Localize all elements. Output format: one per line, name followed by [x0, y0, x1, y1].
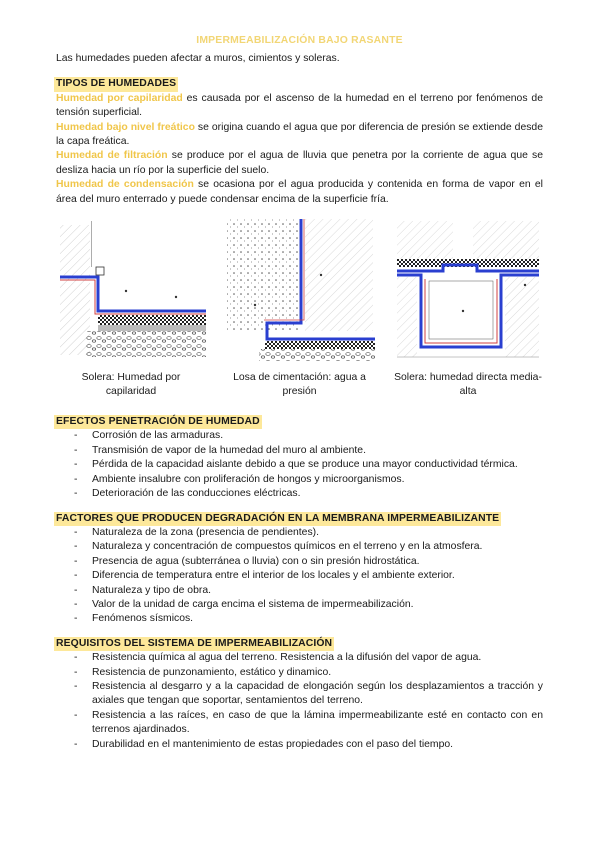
section-tipos — [56, 77, 543, 207]
figure-solera-directa — [393, 215, 543, 405]
dash-bullet: - — [74, 555, 78, 567]
list-item — [56, 738, 543, 752]
dash-bullet: - — [74, 459, 78, 471]
list-item-text: Durabilidad en el mantenimiento de estas propiedades con el paso del tiempo. — [92, 738, 454, 750]
list-item — [56, 709, 543, 738]
section-heading-requisitos: REQUISITOS DEL SISTEMA DE IMPERMEABILIZACIÓN — [54, 637, 334, 651]
solera-directa-diagram — [393, 215, 543, 363]
list-item — [56, 666, 543, 680]
dash-bullet: - — [74, 666, 78, 678]
section-heading-factores: FACTORES QUE PRODUCEN DEGRADACIÓN EN LA MEMBRANA IMPERMEABILIZANTE — [54, 512, 501, 526]
factores-list — [56, 526, 543, 627]
section-heading-tipos: TIPOS DE HUMEDADES — [54, 77, 178, 91]
list-item — [56, 612, 543, 626]
requisitos-list — [56, 651, 543, 752]
list-item-text: Corrosión de las armaduras. — [92, 430, 224, 442]
list-item-text: Presencia de agua (subterránea o lluvia) con o sin presión hidrostática. — [92, 555, 420, 567]
list-item-text: Fenómenos sísmicos. — [92, 613, 194, 625]
list-item-text: Deterioración de las conducciones eléctricas. — [92, 488, 301, 500]
figure-caption: Solera: humedad directa media-alta — [394, 372, 542, 397]
list-item — [56, 584, 543, 598]
tipo-item — [56, 178, 543, 207]
list-item — [56, 458, 543, 472]
list-item-text: Naturaleza de la zona (presencia de pendientes). — [92, 526, 320, 538]
section-heading-efectos: EFECTOS PENETRACIÓN DE HUMEDAD — [54, 415, 262, 429]
list-item-text: Naturaleza y tipo de obra. — [92, 584, 211, 596]
list-item-text: Resistencia de punzonamiento, estático y dinamico. — [92, 666, 332, 678]
list-item-text: Resistencia a las raíces, en caso de que la lámina impermeabilizante esté en contacto con en terrenos ajardinados. — [92, 709, 543, 736]
list-item-text: Ambiente insalubre con proliferación de hongos y microorganismos. — [92, 473, 405, 485]
efectos-list — [56, 429, 543, 501]
tipo-text: se produce por el agua de lluvia que penetra por la corriente de agua que se desliza hacia un río por la superficie del suelo. — [56, 150, 543, 176]
dash-bullet: - — [74, 541, 78, 553]
list-item-text: Pérdida de la capacidad aislante debido a que se produce una mayor conductividad térmica. — [92, 459, 518, 471]
list-item-text: Resistencia química al agua del terreno. Resistencia a la difusión del vapor de agua. — [92, 652, 482, 664]
list-item — [56, 651, 543, 665]
dash-bullet: - — [74, 473, 78, 485]
document-title: IMPERMEABILIZACIÓN BAJO RASANTE — [196, 35, 403, 46]
figure-caption: Losa de cimentación: agua a presión — [233, 372, 366, 397]
dash-bullet: - — [74, 488, 78, 500]
dash-bullet: - — [74, 430, 78, 442]
dash-bullet: - — [74, 584, 78, 596]
dash-bullet: - — [74, 709, 78, 721]
dash-bullet: - — [74, 613, 78, 625]
figure-losa-cimentacion — [225, 215, 375, 405]
losa-cimentacion-diagram — [225, 215, 375, 363]
dash-bullet: - — [74, 570, 78, 582]
figure-solera-capilaridad — [56, 215, 206, 405]
tipo-term: Humedad de condensación — [56, 179, 194, 191]
dash-bullet: - — [74, 444, 78, 456]
figure-caption: Solera: Humedad por capilaridad — [81, 372, 181, 397]
tipo-term: Humedad bajo nivel freático — [56, 121, 195, 133]
section-factores — [56, 512, 543, 627]
dash-bullet: - — [74, 526, 78, 538]
tipo-term: Humedad por capilaridad — [56, 92, 183, 104]
tipo-text: se ocasiona por el agua producida y contenida en forma de vapor en el área del muro enterrado y puede condensar encima de la superficie fría. — [56, 179, 543, 205]
list-item-text: Transmisión de vapor de la humedad del muro al ambiente. — [92, 444, 366, 456]
list-item — [56, 487, 543, 501]
list-item — [56, 555, 543, 569]
list-item — [56, 569, 543, 583]
solera-capilaridad-diagram — [56, 215, 206, 363]
list-item-text: Diferencia de temperatura entre el interior de los locales y el ambiente exterior. — [92, 570, 455, 582]
list-item-text: Valor de la unidad de carga encima el sistema de impermeabilización. — [92, 598, 414, 610]
dash-bullet: - — [74, 652, 78, 664]
figures-row — [56, 215, 543, 405]
document-page — [56, 34, 543, 752]
list-item — [56, 680, 543, 709]
list-item — [56, 429, 543, 443]
list-item-text: Resistencia al desgarro y a la capacidad de elongación según los desplazamientos a tracción y axiales que tengan que soportar, sentamientos del terreno. — [92, 680, 543, 707]
list-item — [56, 598, 543, 612]
list-item — [56, 473, 543, 487]
section-efectos — [56, 415, 543, 501]
dash-bullet: - — [74, 738, 78, 750]
dash-bullet: - — [74, 680, 78, 692]
tipo-term: Humedad de filtración — [56, 150, 168, 162]
intro-text: Las humedades pueden afectar a muros, cimientos y soleras. — [56, 53, 340, 64]
tipo-item — [56, 92, 543, 121]
dash-bullet: - — [74, 598, 78, 610]
list-item — [56, 540, 543, 554]
section-requisitos — [56, 637, 543, 752]
tipo-item — [56, 121, 543, 150]
list-item — [56, 444, 543, 458]
tipo-item — [56, 149, 543, 178]
list-item-text: Naturaleza y concentración de compuestos químicos en el terreno y en la atmosfera. — [92, 541, 483, 553]
tipo-text: es causada por el ascenso de la humedad en el terreno por fenómenos de tensión superficial. — [56, 92, 543, 119]
list-item — [56, 526, 543, 540]
tipo-text: se origina cuando el agua que por diferencia de presión se extiende desde la capa freática. — [56, 121, 543, 148]
